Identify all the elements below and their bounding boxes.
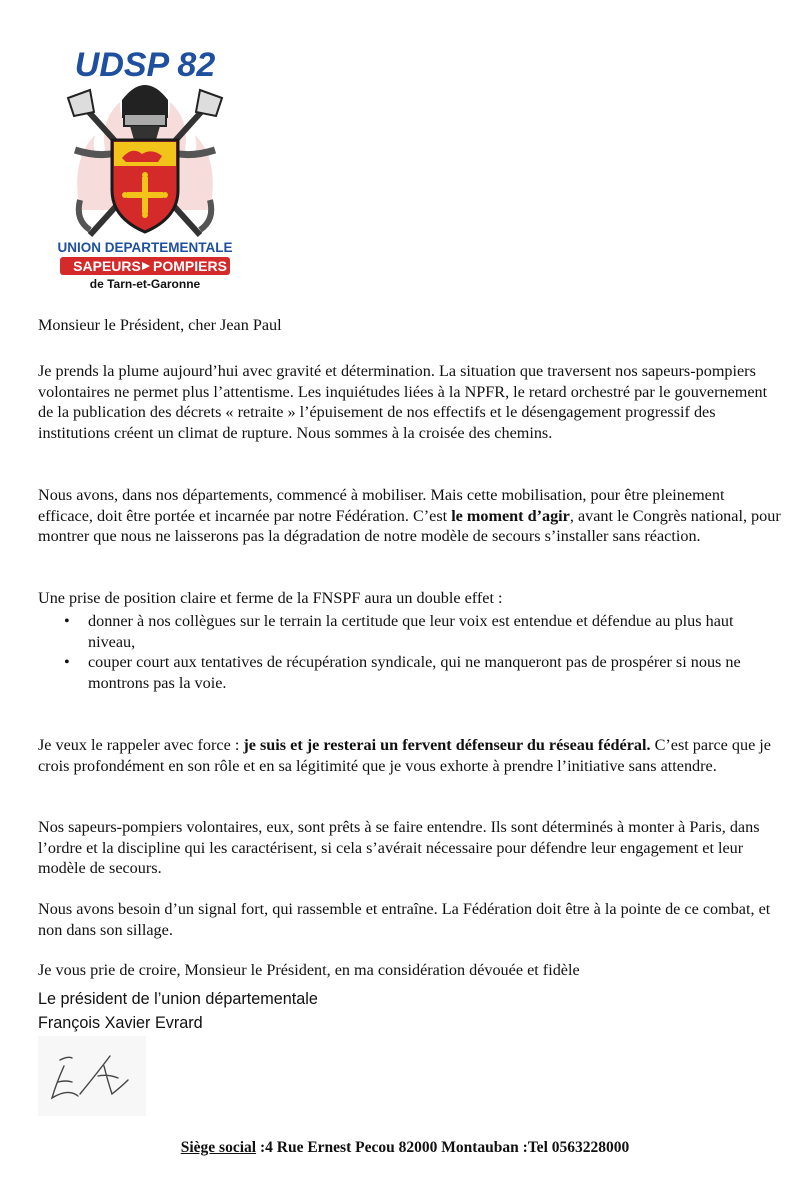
- paragraph-4-text-b: C’est parce que je crois profondément en son rôle et en sa légitimité que je vous exhorte à prendre l’initiative sans attendre.: [38, 736, 771, 775]
- bullet-dot-icon: •: [64, 612, 70, 630]
- paragraph-2-text-b: , avant le Congrès national, pour montrer que nous ne laisserons pas la dégradation de notre modèle de secours s’installer sans réaction.: [38, 506, 781, 546]
- udsp-emblem-icon: [50, 40, 240, 290]
- bullet-text: donner à nos collègues sur le terrain la certitude que leur voix est entendue et défendue au plus haut niveau,: [88, 612, 734, 651]
- logo-line1: UNION DEPARTEMENTALE: [57, 240, 233, 255]
- bullet-item: [38, 652, 782, 693]
- paragraph-6: Nous avons besoin d’un signal fort, qui rassemble et entraîne. La Fédération doit être à la pointe de ce combat, et non dans son sillage.: [38, 900, 771, 939]
- paragraph-5: Nos sapeurs-pompiers volontaires, eux, sont prêts à se faire entendre. Ils sont déterminés à monter à Paris, dans l’ordre et la discipline qui les caractérisent, si cela s’avérait nécessaire pour défendre leur engagement et leur modèle de secours.: [38, 818, 760, 878]
- signatory-name: François Xavier Evrard: [38, 1014, 203, 1032]
- paragraph-1: Je prends la plume aujourd’hui avec gravité et détermination. La situation que traversent nos sapeurs-pompiers volontaires ne permet plus l’attentisme. Les inquiétudes liées à la NPFR, le retard orchestré par le gouvernement de la publication des décrets « retraite » l’épuisement de nos effectifs et le désengagement progressif des institutions créent un climat de rupture. Nous sommes à la croisée des chemins.: [38, 362, 768, 442]
- logo-line2: SAPEURS: [73, 258, 141, 274]
- paragraph-3: Une prise de position claire et ferme de la FNSPF aura un double effet :: [38, 589, 503, 608]
- logo-title: UDSP 82: [74, 46, 216, 84]
- paragraph-2: [38, 485, 782, 547]
- bullet-list: [38, 611, 782, 693]
- bullet-text: couper court aux tentatives de récupération syndicale, qui ne manqueront pas de prospérer si nous ne montrons pas la voie.: [88, 653, 741, 692]
- bullet-item: [38, 611, 782, 652]
- paragraph-2-text-a: Nous avons, dans nos départements, commencé à mobiliser. Mais cette mobilisation, pour être pleinement efficace, doit être portée et incarnée par notre Fédération. C’est: [38, 486, 725, 525]
- bullet-dot-icon: •: [64, 653, 70, 672]
- signature-scribble-icon: [38, 1036, 146, 1116]
- greeting: Monsieur le Président, cher Jean Paul: [38, 316, 282, 335]
- footer-address: [0, 1139, 810, 1157]
- logo-line2b: POMPIERS: [153, 258, 227, 274]
- paragraph-4-text-a: Je veux le rappeler avec force :: [38, 736, 244, 755]
- udsp-logo: [50, 40, 240, 290]
- paragraph-4-emphasis: je suis et je resterai un fervent défenseur du réseau fédéral.: [243, 736, 651, 755]
- logo-line3: de Tarn-et-Garonne: [89, 277, 201, 290]
- signatory-role: Le président de l’union départementale: [38, 990, 318, 1008]
- footer-label: Siège social: [180, 1139, 257, 1156]
- footer-address-text: :4 Rue Ernest Pecou 82000 Montauban :Tel 0563228000: [256, 1139, 630, 1156]
- paragraph-2-emphasis: le moment d’agir: [451, 506, 570, 525]
- closing-formula: Je vous prie de croire, Monsieur le Président, en ma considération dévouée et fidèle: [38, 961, 580, 980]
- paragraph-4: [38, 735, 782, 776]
- handwritten-signature: [38, 1036, 146, 1116]
